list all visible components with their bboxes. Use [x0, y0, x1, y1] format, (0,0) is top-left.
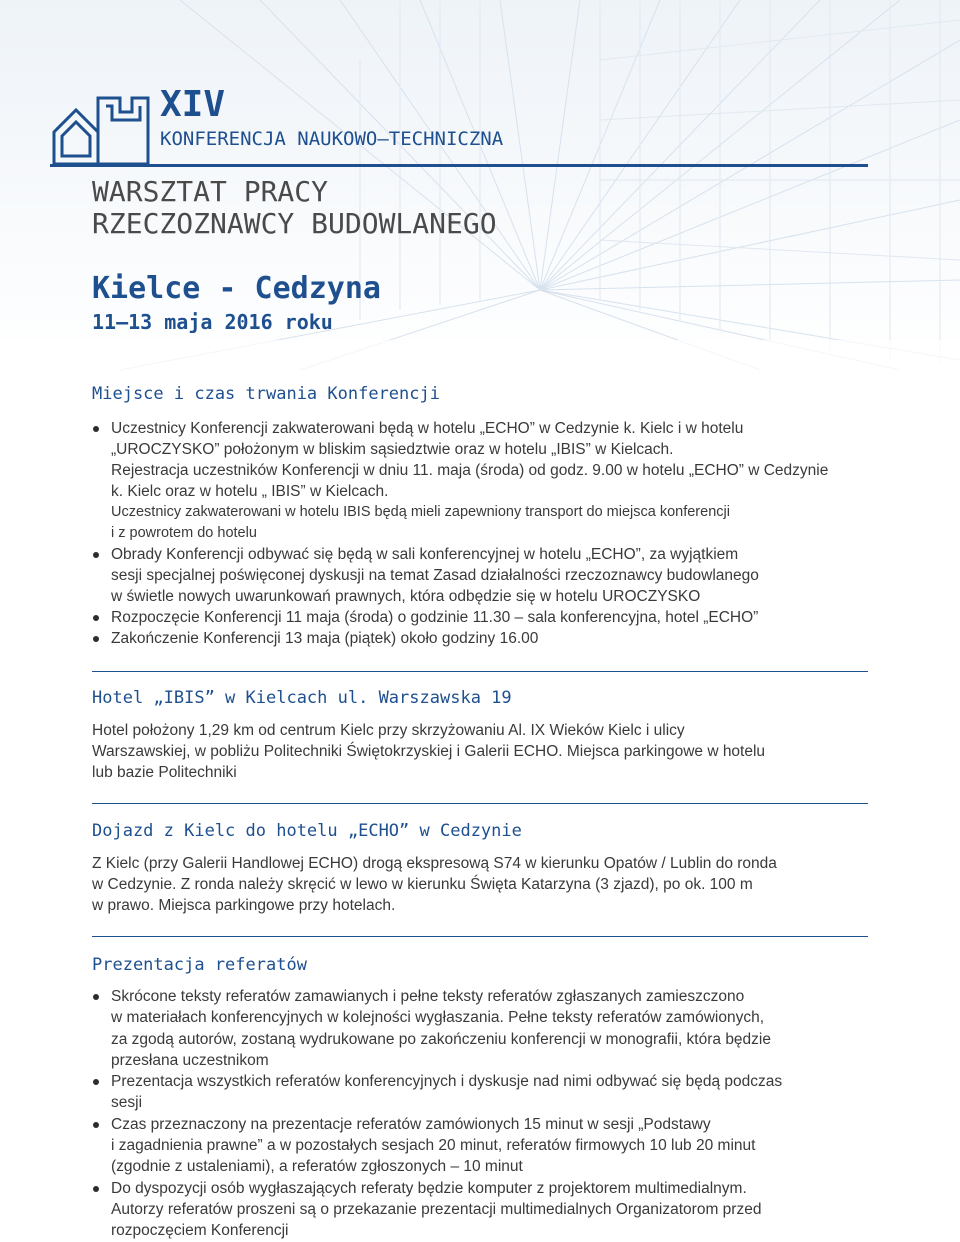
list-item — [92, 1178, 882, 1242]
list-item-line: przesłana uczestnikom — [111, 1051, 269, 1069]
list-item-line: „UROCZYSKO” położonym w bliskim sąsiedztwie oraz w hotelu „IBIS” w Kielcach. — [111, 441, 674, 458]
list-item — [92, 1071, 882, 1114]
list-item-line: (zgodnie z ustaleniami), a referatów zgłoszonych – 10 minut — [111, 1158, 523, 1176]
presentations-list — [92, 986, 882, 1242]
paragraph-line: w prawo. Miejsca parkingowe przy hotelach. — [92, 897, 396, 914]
list-item-line: Uczestnicy zakwaterowani w hotelu IBIS będą mieli zapewniony transport do miejsca konferencji — [111, 504, 730, 520]
list-item-line: sesji specjalnej poświęconej dyskusji na temat Zasad działalności rzeczoznawcy budowlanego — [111, 567, 759, 584]
list-item-line: Skrócone teksty referatów zamawianych i pełne teksty referatów zgłaszanych zamieszczono — [111, 988, 745, 1005]
list-item-line: sesji — [111, 1094, 143, 1112]
edition-number: XIV — [160, 84, 226, 125]
paragraph-line: lub bazie Politechniki — [92, 764, 237, 781]
event-city: Kielce - Cedzyna — [92, 271, 381, 306]
paragraph-line: Hotel położony 1,29 km od centrum Kielc przy skrzyżowaniu Al. IX Wieków Kielc i ulicy — [92, 722, 685, 739]
list-item-line: w materiałach konferencyjnych w kolejności wygłaszania. Pełne teksty referatów zamówionych, — [111, 1009, 765, 1027]
list-item — [92, 628, 882, 649]
list-item-line: Uczestnicy Konferencji zakwaterowani będą w hotelu „ECHO” w Cedzynie k. Kielc i w hotelu — [111, 420, 744, 437]
paragraph-line: w Cedzynie. Z ronda należy skręcić w lewo w kierunku Święta Katarzyna (3 zjazd), po ok. 100 m — [92, 876, 753, 893]
list-item — [92, 544, 882, 607]
event-title — [92, 176, 497, 240]
list-item-line: i zagadnienia prawne” a w pozostałych sesjach 20 minut, referatów firmowych 10 lub 20 minut — [111, 1137, 756, 1155]
list-item-line: za zgodą autorów, zostaną wydrukowane po zakończeniu konferencji w monografii, która będzie — [111, 1030, 771, 1048]
conference-name: KONFERENCJA NAUKOWO–TECHNICZNA — [160, 128, 504, 150]
event-title-line1: WARSZTAT PRACY — [92, 175, 329, 208]
list-item-line: Rejestracja uczestników Konferencji w dniu 11. maja (środa) od godz. 9.00 w hotelu „ECHO” w Cedzynie — [111, 462, 829, 479]
list-item-line: Czas przeznaczony na prezentacje referatów zamówionych 15 minut w sesji „Podstawy — [111, 1115, 711, 1133]
list-item-line: Obrady Konferencji odbywać się będą w sali konferencyjnej w hotelu „ECHO”, za wyjątkiem — [111, 546, 739, 563]
directions-description — [92, 853, 882, 916]
section-title-presentations: Prezentacja referatów — [92, 955, 307, 975]
event-title-line2: RZECZOZNAWCY BUDOWLANEGO — [92, 207, 497, 240]
venue-list — [92, 418, 882, 649]
list-item-line: w świetle nowych uwarunkowań prawnych, która odbędzie się w hotelu UROCZYSKO — [111, 588, 701, 605]
list-item — [92, 986, 882, 1071]
hotel-ibis-description — [92, 720, 882, 783]
list-item-line: Zakończenie Konferencji 13 maja (piątek) około godziny 16.00 — [111, 630, 539, 647]
paragraph-line: Z Kielc (przy Galerii Handlowej ECHO) drogą ekspresową S74 w kierunku Opatów / Lublin do ronda — [92, 855, 777, 872]
list-item-line: i z powrotem do hotelu — [111, 525, 257, 541]
list-item-line: Autorzy referatów proszeni są o przekazanie prezentacji multimedialnych Organizatorom przed — [111, 1200, 762, 1218]
list-item — [92, 1114, 882, 1178]
section-divider — [92, 803, 868, 804]
list-item-line: Do dyspozycji osób wygłaszających referaty będzie komputer z projektorem multimedialnym. — [111, 1179, 747, 1197]
section-title-venue: Miejsce i czas trwania Konferencji — [92, 384, 440, 404]
header-rule — [50, 164, 868, 167]
section-title-directions: Dojazd z Kielc do hotelu „ECHO” w Cedzynie — [92, 821, 522, 841]
house-frame-logo — [50, 92, 150, 166]
section-title-hotel-ibis: Hotel „IBIS” w Kielcach ul. Warszawska 19 — [92, 688, 512, 708]
list-item-line: k. Kielc oraz w hotelu „ IBIS” w Kielcach. — [111, 483, 389, 500]
paragraph-line: Warszawskiej, w pobliżu Politechniki Świętokrzyskiej i Galerii ECHO. Miejsca parkingowe w hotelu — [92, 743, 766, 760]
list-item — [92, 607, 882, 628]
list-item-line: rozpoczęciem Konferencji — [111, 1222, 289, 1240]
event-date: 11–13 maja 2016 roku — [92, 310, 333, 334]
section-divider — [92, 671, 868, 672]
section-divider — [92, 936, 868, 937]
list-item-line: Prezentacja wszystkich referatów konferencyjnych i dyskusje nad nimi odbywać się będą podczas — [111, 1073, 783, 1091]
list-item-line: Rozpoczęcie Konferencji 11 maja (środa) o godzinie 11.30 – sala konferencyjna, hotel „ECHO” — [111, 609, 759, 626]
list-item — [92, 418, 882, 544]
